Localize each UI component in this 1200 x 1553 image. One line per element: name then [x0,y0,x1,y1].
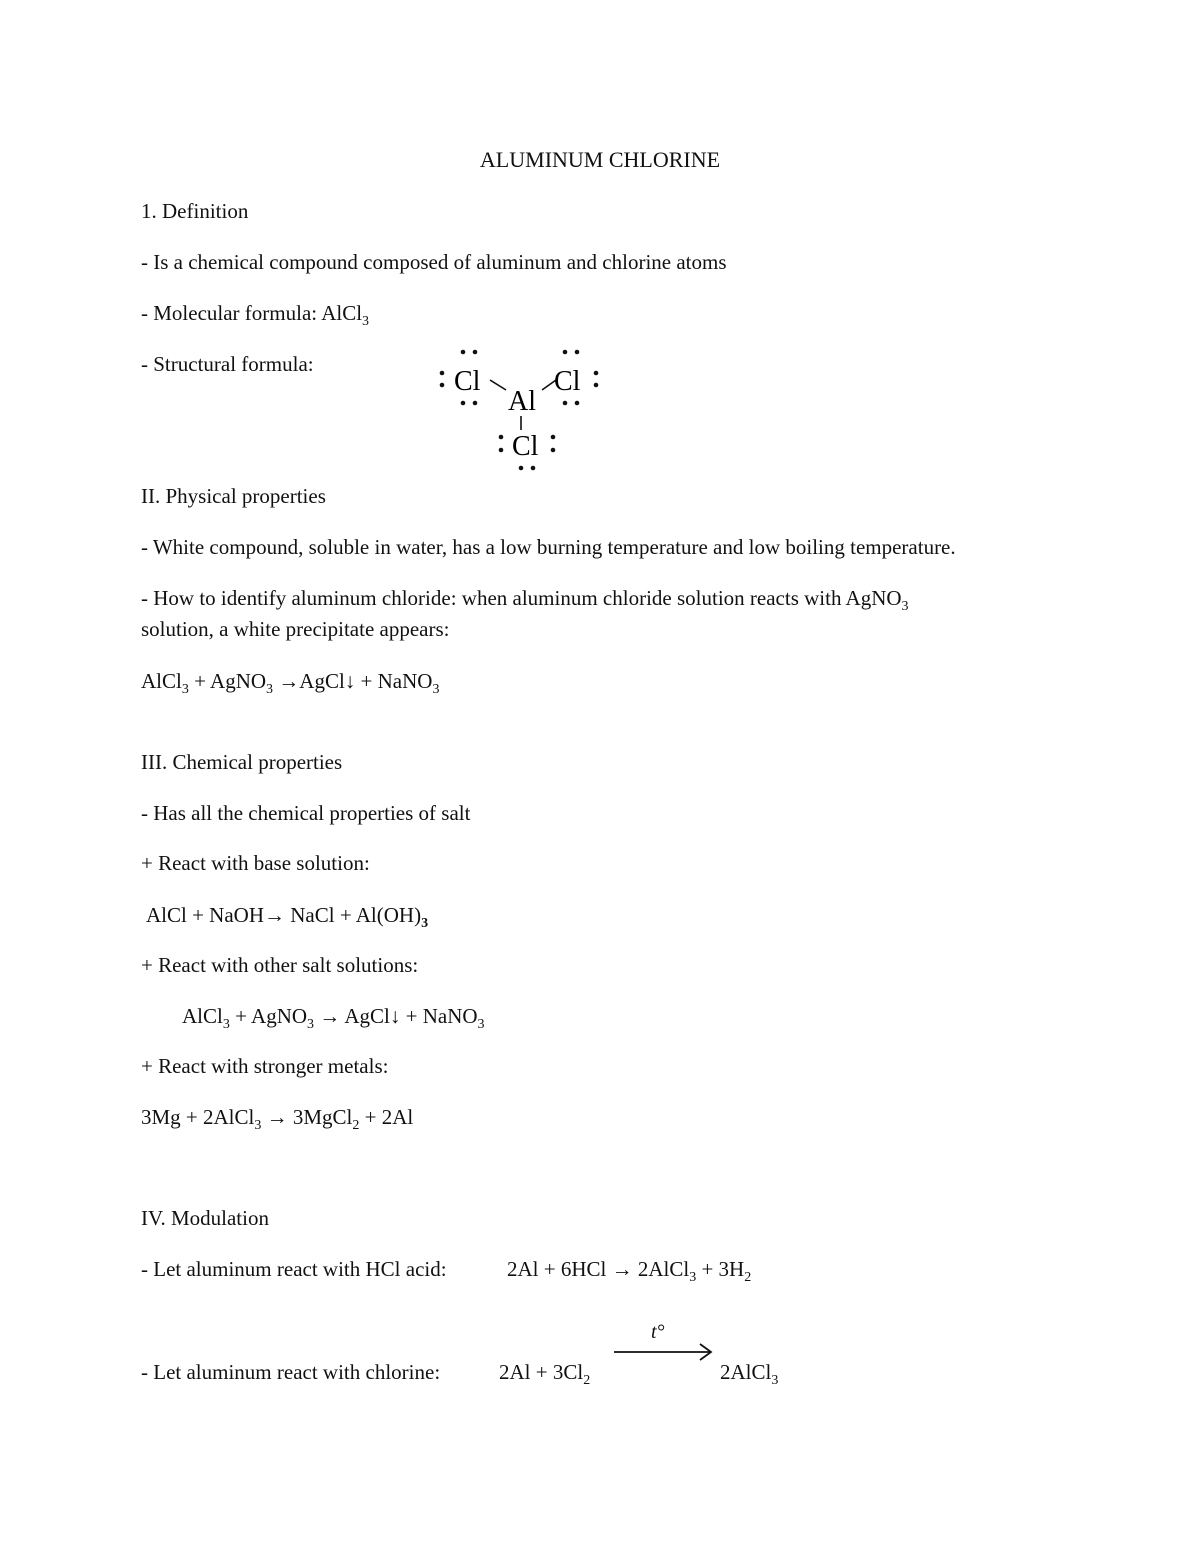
molecular-formula: AlCl$_3$ [321,301,370,329]
lone-pair-dot [575,350,580,355]
lone-pair-dot [461,401,466,406]
lone-pair-dot [551,448,556,453]
lone-pair-dot [575,401,580,406]
stronger-metals-label: + React with stronger metals: [141,1054,389,1078]
reaction-condition: t° [651,1321,665,1343]
equation-base: AlCl + NaOH→ NaCl + $Al(OH)_3$ [146,903,429,931]
structural-formula-diagram [420,340,620,480]
page-title: ALUMINUM CHLORINE [479,147,721,172]
lone-pair-dot [461,350,466,355]
cl-right-atom: Cl [554,366,581,397]
chemical-line-1: - Has all the chemical properties of salt [141,801,471,825]
equation-hcl: 2Al + 6HCl → 2AlCl$_3$ + $3H_2$ [507,1257,752,1285]
cl-bottom-atom: Cl [512,431,539,462]
reaction-arrow [612,1340,716,1364]
lone-pair-dot [499,448,504,453]
equation-chlorine-left: $2Al + 3Cl_2$ [499,1360,591,1388]
section-chemical-heading: III. Chemical properties [141,750,343,774]
base-solution-label: + React with base solution: [141,851,370,875]
lone-pair-dot [440,383,445,388]
bond-line [490,380,506,390]
section-physical-heading: II. Physical properties [141,484,326,508]
lone-pair-dot [563,401,568,406]
molecular-formula-label: - Molecular formula: [141,301,322,325]
lone-pair-dot [551,435,556,440]
equation-metal: 3Mg + 2AlCl$_3$ → 3MgCl$_2$ + 2Al [141,1105,414,1133]
physical-line-2b: solution, a white precipitate appears: [141,617,450,641]
cl-left-atom: Cl [454,366,481,397]
lone-pair-dot [499,435,504,440]
equation-identification: AlCl$_3$ + AgNO$_3$ →AgCl↓ + NaNO$_3$ [141,669,440,697]
equation-chlorine-right: 2AlCl$_3$ [720,1360,779,1388]
molecular-formula-line [141,301,370,329]
lone-pair-dot [473,401,478,406]
al-atom: Al [508,386,536,417]
definition-text: - Is a chemical compound composed of aluminum and chlorine atoms [141,250,727,274]
section-modulation-heading: IV. Modulation [141,1206,269,1230]
salt-solution-label: + React with other salt solutions: [141,953,419,977]
chlorine-reaction-label: - Let aluminum react with chlorine: [141,1360,441,1384]
lone-pair-dot [519,466,524,471]
lone-pair-dot [563,350,568,355]
section-definition-heading: 1. Definition [141,199,249,223]
lone-pair-dot [594,383,599,388]
lone-pair-dot [594,371,599,376]
equation-salt: AlCl$_3$ + AgNO$_3$ → AgCl↓ + NaNO$_3$ [182,1004,485,1032]
lone-pair-dot [440,371,445,376]
physical-line-1: - White compound, soluble in water, has a low burning temperature and low boiling temperature. [141,535,956,559]
physical-line-2a: - How to identify aluminum chloride: when aluminum chloride solution reacts with AgNO$_3$ [141,586,909,614]
structural-formula-label: - Structural formula: [141,352,314,376]
lone-pair-dot [473,350,478,355]
hcl-reaction-label: - Let aluminum react with HCl acid: [141,1257,447,1281]
lone-pair-dot [531,466,536,471]
